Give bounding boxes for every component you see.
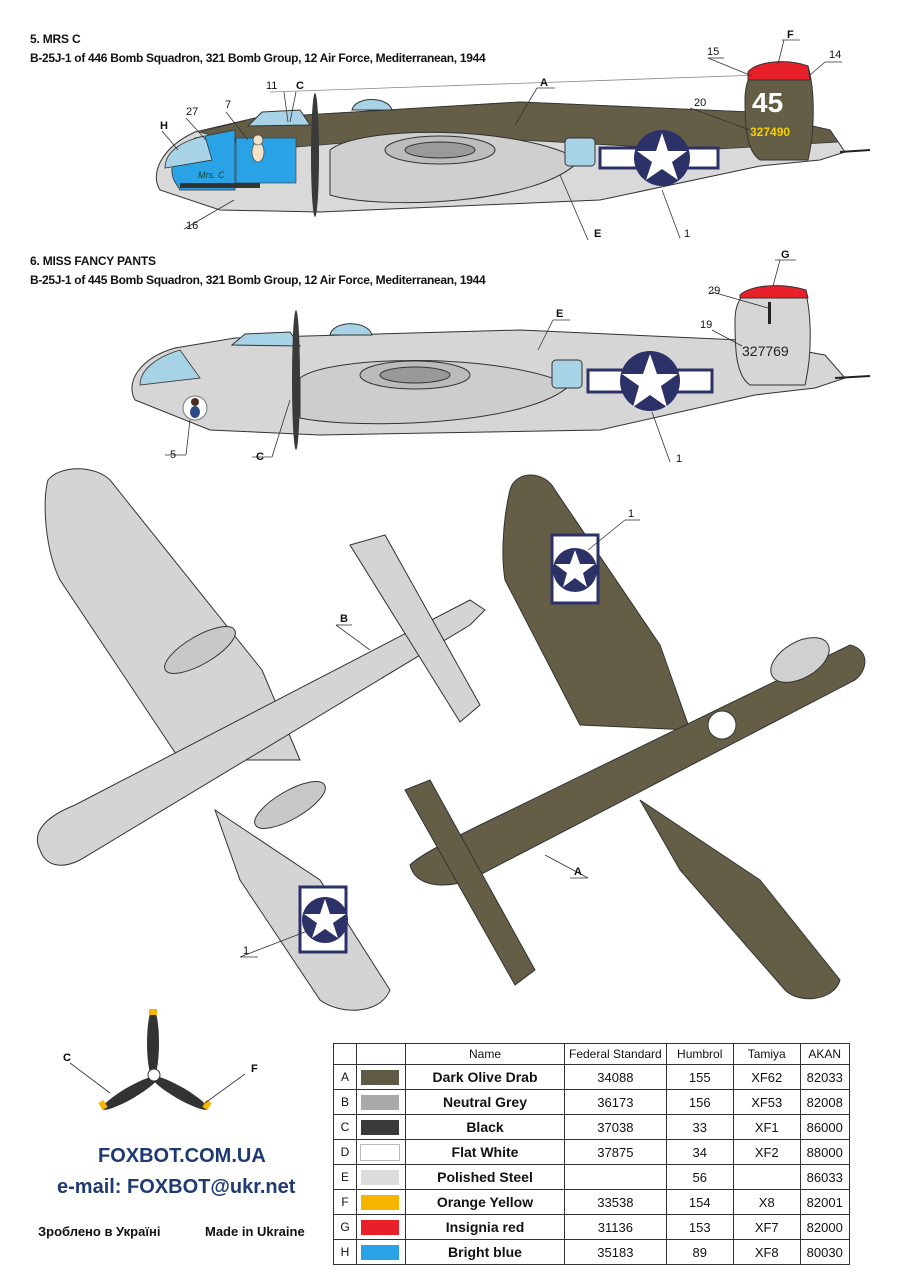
column-header: AKAN: [800, 1044, 849, 1065]
paint-name: Neutral Grey: [406, 1090, 565, 1115]
tail-code: 45: [752, 87, 784, 118]
callout: 20: [694, 97, 707, 109]
callout: 1: [243, 945, 250, 957]
underside-plan: [37, 469, 485, 1010]
column-header: Name: [406, 1044, 565, 1065]
paint-name: Orange Yellow: [406, 1190, 565, 1215]
federal-standard: 33538: [565, 1190, 667, 1215]
color-swatch: [357, 1190, 406, 1215]
tamiya-code: XF53: [733, 1090, 800, 1115]
tamiya-code: XF1: [733, 1115, 800, 1140]
callout: C: [63, 1052, 71, 1064]
federal-standard: 36173: [565, 1090, 667, 1115]
tamiya-code: XF62: [733, 1065, 800, 1090]
callout: 1: [684, 228, 691, 240]
table-row: [334, 1240, 850, 1265]
humbrol-code: 154: [666, 1190, 733, 1215]
made-in-ukraine-en: Made in Ukraine: [205, 1224, 305, 1239]
tamiya-code: XF7: [733, 1215, 800, 1240]
tamiya-code: [733, 1165, 800, 1190]
callout: 11: [266, 80, 278, 92]
tamiya-code: X8: [733, 1190, 800, 1215]
color-swatch: [357, 1090, 406, 1115]
serial-number: 327769: [742, 343, 789, 359]
callout: A: [574, 866, 582, 878]
made-in-ukraine-ua: Зроблено в Україні: [38, 1224, 161, 1239]
table-row: [334, 1215, 850, 1240]
humbrol-code: 34: [666, 1140, 733, 1165]
callout: 1: [628, 508, 635, 520]
profile-6-side-view: [0, 250, 900, 470]
akan-code: 82008: [800, 1090, 849, 1115]
callout: B: [340, 613, 348, 625]
table-row: [334, 1115, 850, 1140]
humbrol-code: 155: [666, 1065, 733, 1090]
akan-code: 88000: [800, 1140, 849, 1165]
row-letter: H: [334, 1240, 357, 1265]
table-row: [334, 1090, 850, 1115]
swatch-fill: [361, 1070, 399, 1085]
color-swatch: [357, 1215, 406, 1240]
akan-code: 82000: [800, 1215, 849, 1240]
callout: 29: [708, 285, 721, 297]
federal-standard: 37038: [565, 1115, 667, 1140]
swatch-fill: [361, 1120, 399, 1135]
nose-art-text: Mrs. C: [198, 170, 225, 180]
humbrol-code: 56: [666, 1165, 733, 1190]
profile-5-subtitle: B-25J-1 of 446 Bomb Squadron, 321 Bomb Group, 12 Air Force, Mediterranean, 1944: [30, 51, 486, 65]
table-row: [334, 1190, 850, 1215]
callout: G: [781, 250, 790, 261]
swatch-fill: [361, 1095, 399, 1110]
akan-code: 86000: [800, 1115, 849, 1140]
column-header: Humbrol: [666, 1044, 733, 1065]
akan-code: 82033: [800, 1065, 849, 1090]
callout: E: [594, 228, 602, 240]
paint-name: Insignia red: [406, 1215, 565, 1240]
callout: 7: [225, 99, 232, 111]
color-swatch: [357, 1115, 406, 1140]
akan-code: 82001: [800, 1190, 849, 1215]
federal-standard: 34088: [565, 1065, 667, 1090]
row-letter: E: [334, 1165, 357, 1190]
row-letter: G: [334, 1215, 357, 1240]
swatch-fill: [361, 1195, 399, 1210]
profile-5-title: 5. MRS C: [30, 32, 81, 46]
row-letter: F: [334, 1190, 357, 1215]
callout: C: [296, 80, 304, 92]
federal-standard: 35183: [565, 1240, 667, 1265]
table-row: [334, 1165, 850, 1190]
callout: C: [256, 451, 264, 463]
tamiya-code: XF8: [733, 1240, 800, 1265]
swatch-fill: [361, 1170, 399, 1185]
humbrol-code: 153: [666, 1215, 733, 1240]
callout: A: [540, 77, 548, 89]
profile-6-title: 6. MISS FANCY PANTS: [30, 254, 156, 268]
paint-chart-table: [333, 1043, 850, 1265]
paint-name: Bright blue: [406, 1240, 565, 1265]
row-letter: C: [334, 1115, 357, 1140]
federal-standard: [565, 1165, 667, 1190]
paint-name: Dark Olive Drab: [406, 1065, 565, 1090]
tamiya-code: XF2: [733, 1140, 800, 1165]
paint-name: Black: [406, 1115, 565, 1140]
profile-6-subtitle: B-25J-1 of 445 Bomb Squadron, 321 Bomb Group, 12 Air Force, Mediterranean, 1944: [30, 273, 486, 287]
row-letter: B: [334, 1090, 357, 1115]
color-swatch: [357, 1165, 406, 1190]
federal-standard: 37875: [565, 1140, 667, 1165]
site-url[interactable]: FOXBOT.COM.UA: [98, 1145, 266, 1167]
paint-name: Flat White: [406, 1140, 565, 1165]
callout: 15: [707, 46, 720, 58]
table-row: [334, 1140, 850, 1165]
plan-views: [0, 460, 900, 1025]
color-swatch: [357, 1065, 406, 1090]
callout: F: [787, 29, 794, 41]
callout: F: [251, 1063, 258, 1075]
callout: 14: [829, 49, 842, 61]
humbrol-code: 33: [666, 1115, 733, 1140]
humbrol-code: 156: [666, 1090, 733, 1115]
column-header: Federal Standard: [565, 1044, 667, 1065]
callout: 16: [186, 220, 199, 232]
callout: H: [160, 120, 168, 132]
profile-5-side-view: [0, 0, 900, 250]
contact-email[interactable]: e-mail: FOXBOT@ukr.net: [57, 1176, 296, 1198]
color-swatch: [357, 1240, 406, 1265]
akan-code: 86033: [800, 1165, 849, 1190]
row-letter: A: [334, 1065, 357, 1090]
callout: 1: [676, 453, 683, 465]
callout: E: [556, 308, 564, 320]
callout: 5: [170, 449, 177, 461]
topside-plan: [405, 475, 865, 999]
akan-code: 80030: [800, 1240, 849, 1265]
color-swatch: [357, 1140, 406, 1165]
table-header-row: [334, 1044, 850, 1065]
propeller-diagram: [55, 1003, 275, 1123]
humbrol-code: 89: [666, 1240, 733, 1265]
swatch-fill: [361, 1220, 399, 1235]
column-header: Tamiya: [733, 1044, 800, 1065]
serial-number: 327490: [750, 125, 791, 139]
row-letter: D: [334, 1140, 357, 1165]
paint-name: Polished Steel: [406, 1165, 565, 1190]
swatch-fill: [361, 1145, 399, 1160]
callout: 27: [186, 106, 199, 118]
table-row: [334, 1065, 850, 1090]
swatch-fill: [361, 1245, 399, 1260]
callout: 19: [700, 319, 713, 331]
federal-standard: 31136: [565, 1215, 667, 1240]
